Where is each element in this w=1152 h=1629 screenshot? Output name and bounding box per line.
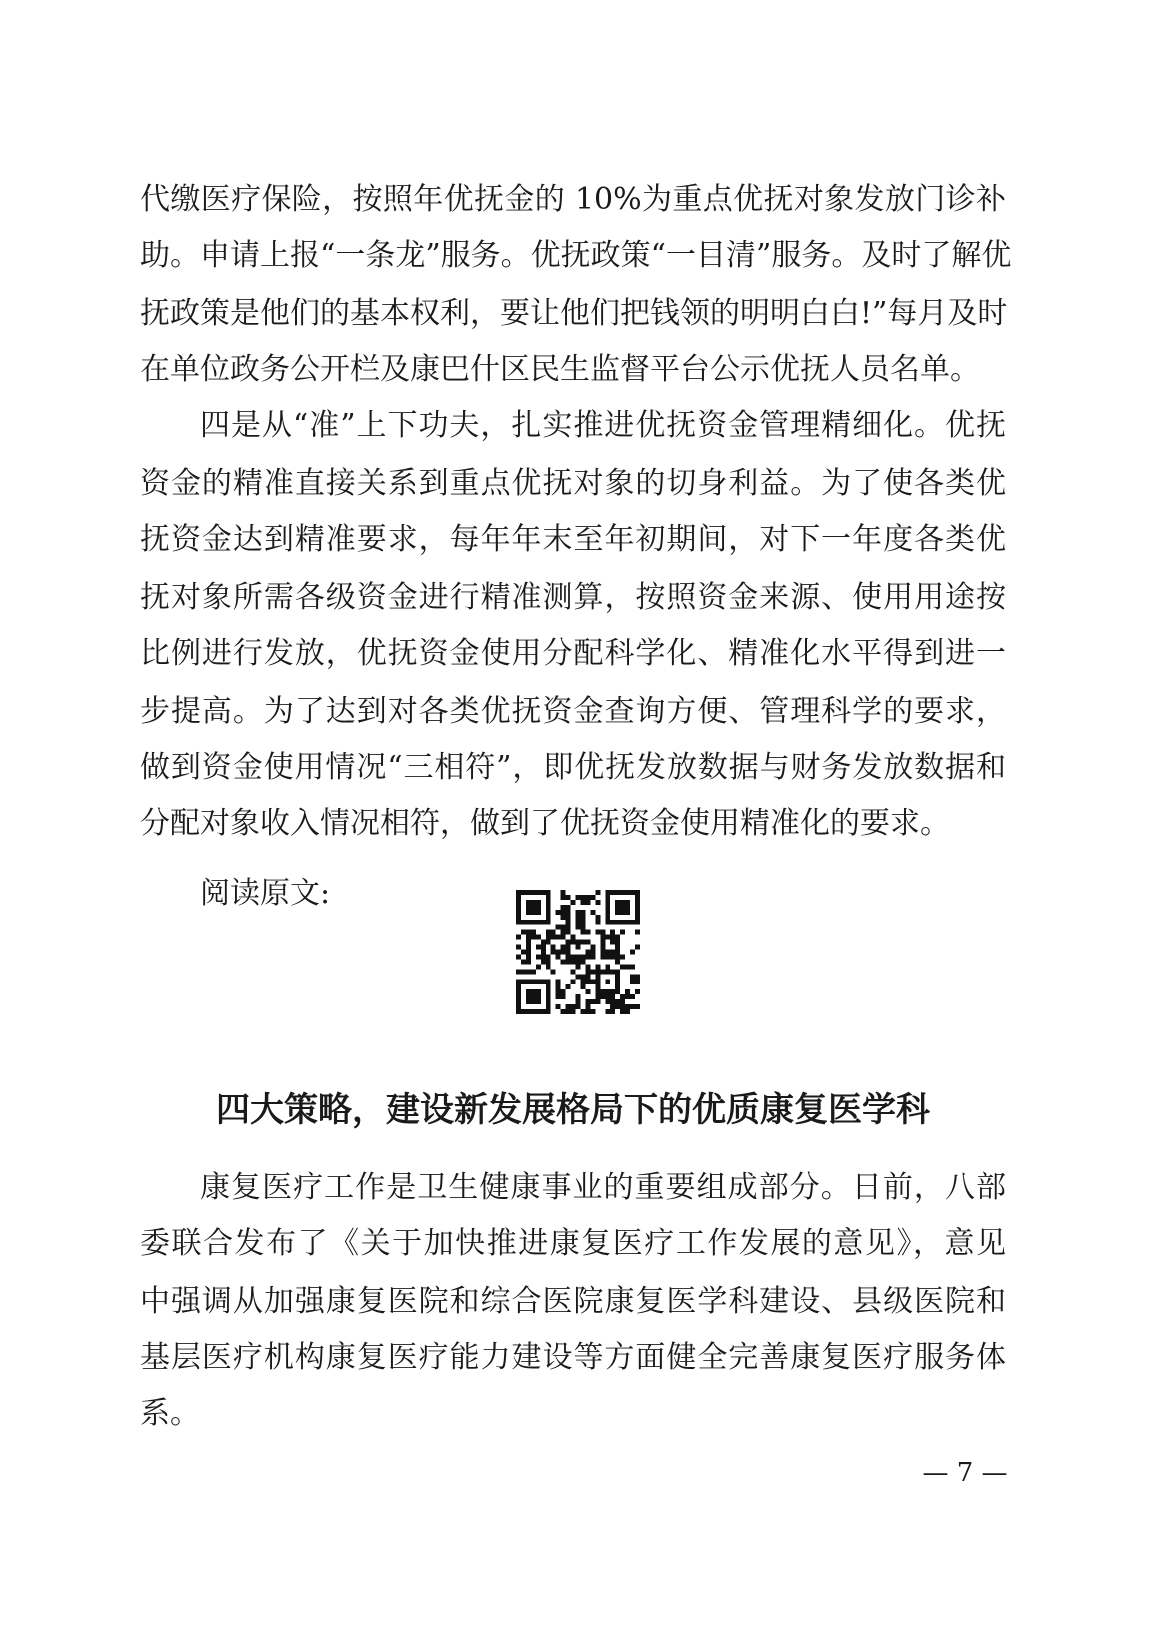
paragraph-line: 康复医疗工作是卫生健康事业的重要组成部分。日前，八部 <box>200 1170 1006 1205</box>
qr-code-icon[interactable] <box>516 890 640 1014</box>
paragraph-line: 抚对象所需各级资金进行精准测算，按照资金来源、使用用途按 <box>140 580 1006 615</box>
section-title: 四大策略，建设新发展格局下的优质康复医学科 <box>216 1090 930 1130</box>
paragraph-line: 分配对象收入情况相符，做到了优抚资金使用精准化的要求。 <box>140 806 950 841</box>
paragraph-line: 比例进行发放，优抚资金使用分配科学化、精准化水平得到进一 <box>140 636 1006 671</box>
paragraph-line: 基层医疗机构康复医疗能力建设等方面健全完善康复医疗服务体 <box>140 1340 1006 1375</box>
paragraph-line: 抚政策是他们的基本权利，要让他们把钱领的明明白白!”每月及时 <box>140 296 1008 331</box>
paragraph-line: 资金的精准直接关系到重点优抚对象的切身利益。为了使各类优 <box>140 466 1006 501</box>
paragraph-line: 代缴医疗保险，按照年优抚金的 10%为重点优抚对象发放门诊补 <box>140 182 1006 217</box>
paragraph-line: 系。 <box>140 1396 200 1431</box>
page-number: — 7 — <box>922 1458 1008 1488</box>
paragraph-line: 步提高。为了达到对各类优抚资金查询方便、管理科学的要求， <box>140 694 1006 729</box>
read-original-label: 阅读原文: <box>200 876 331 911</box>
paragraph-line: 助。申请上报“一条龙”服务。优抚政策“一目清”服务。及时了解优 <box>140 238 1012 273</box>
paragraph-line: 抚资金达到精准要求，每年年末至年初期间，对下一年度各类优 <box>140 522 1006 557</box>
paragraph-line: 委联合发布了《关于加快推进康复医疗工作发展的意见》，意见 <box>140 1226 1006 1261</box>
paragraph-line: 做到资金使用情况“三相符”，即优抚发放数据与财务发放数据和 <box>140 750 1006 785</box>
paragraph-line: 四是从“准”上下功夫，扎实推进优抚资金管理精细化。优抚 <box>200 408 1006 443</box>
paragraph-line: 在单位政务公开栏及康巴什区民生监督平台公示优抚人员名单。 <box>140 352 980 387</box>
paragraph-line: 中强调从加强康复医院和综合医院康复医学科建设、县级医院和 <box>140 1284 1006 1319</box>
